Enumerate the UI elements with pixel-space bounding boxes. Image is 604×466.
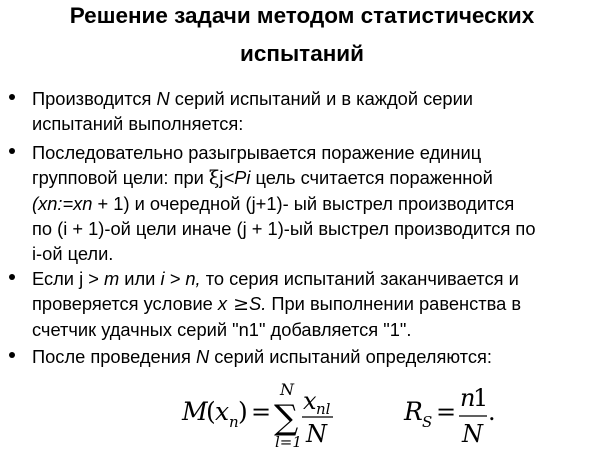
bullet-marker-icon xyxy=(9,148,15,154)
variable-i-n: i > n, xyxy=(160,268,201,289)
variable-n: N xyxy=(196,346,210,367)
formulas-svg xyxy=(0,378,604,466)
formula-paren-close: ) xyxy=(238,397,248,426)
bullet-marker-icon xyxy=(9,94,15,100)
fraction-numerator-one: 1 xyxy=(473,384,489,412)
text-run: После проведения xyxy=(32,346,196,367)
text-run: групповой цели: при xyxy=(32,167,209,188)
formula-expectation xyxy=(181,380,333,451)
bullet-line xyxy=(32,191,600,216)
text-run: Если j > xyxy=(32,268,104,289)
variable-xn: (xn:=xn xyxy=(32,193,93,214)
slide-title-line-1: Решение задачи методом статистических xyxy=(69,3,535,28)
text-run: + 1) и очередной (j+1)- ый выстрел производится xyxy=(92,193,515,214)
fraction-numerator-x: x xyxy=(303,387,317,415)
formula-symbol-r: R xyxy=(404,397,423,426)
bullet-line xyxy=(32,266,600,291)
sum-upper-limit: N xyxy=(280,380,294,399)
variable-pi: <Pi xyxy=(223,167,251,188)
formula-subscript-n: n xyxy=(229,413,239,431)
bullet-line xyxy=(32,344,600,369)
text-run: проверяется условие xyxy=(32,293,218,314)
text-run: или xyxy=(119,268,161,289)
bullet-text xyxy=(32,344,600,369)
bullet-marker-icon xyxy=(9,274,15,280)
formula-subscript-s: S xyxy=(422,413,433,431)
fraction-numerator-n: n xyxy=(460,384,476,412)
bullet-line: испытаний выполняется: xyxy=(32,113,244,134)
bullet-line xyxy=(32,165,600,191)
slide-title-line-2: испытаний xyxy=(240,41,364,66)
text-run: серий испытаний определяются: xyxy=(209,346,492,367)
bullet-text xyxy=(32,266,600,342)
text-run: серий испытаний и в каждой серии xyxy=(169,88,474,109)
xi-symbol: ξ xyxy=(208,167,220,189)
bullet-line: счетчик удачных серий "n1" добавляется "1". xyxy=(32,319,412,340)
variable-n: N xyxy=(156,88,170,109)
fraction-denominator: N xyxy=(306,420,327,448)
formula-paren-open: ( xyxy=(206,397,216,426)
formula-equals: = xyxy=(436,398,457,426)
bullet-line: по (i + 1)-ой цели иначе (j + 1)-ый выстрел производится по xyxy=(32,218,536,239)
variable-x: x xyxy=(217,293,228,314)
geq-symbol: ≥ xyxy=(227,293,250,315)
text-run: При выполнении равенства в xyxy=(266,293,522,314)
text-run: то серия испытаний заканчивается и xyxy=(200,268,519,289)
fraction-denominator: N xyxy=(462,420,483,448)
bullet-text xyxy=(32,86,600,136)
sum-lower-limit: l=1 xyxy=(275,433,302,451)
bullet-text xyxy=(32,140,600,266)
formula-symbol-m: M xyxy=(182,397,208,426)
bullet-marker-icon xyxy=(9,352,15,358)
bullet-line: Последовательно разыгрывается поражение единиц xyxy=(32,142,482,163)
text-run: j xyxy=(219,167,224,188)
variable-s: S. xyxy=(249,293,267,314)
fraction-numerator-subscript: nl xyxy=(316,400,331,418)
formula-period: . xyxy=(488,398,496,426)
text-run: цель считается пораженной xyxy=(250,167,493,188)
formula-symbol-x: x xyxy=(215,397,230,426)
formulas-block xyxy=(0,378,604,466)
bullet-line xyxy=(32,86,600,111)
bullet-line xyxy=(32,291,600,317)
bullet-line: i-ой цели. xyxy=(32,243,114,264)
variable-m: m xyxy=(103,268,120,289)
text-run: Производится xyxy=(32,88,157,109)
sum-icon: ∑ xyxy=(274,398,299,438)
formula-equals: = xyxy=(251,398,272,426)
formula-ratio xyxy=(403,384,496,448)
